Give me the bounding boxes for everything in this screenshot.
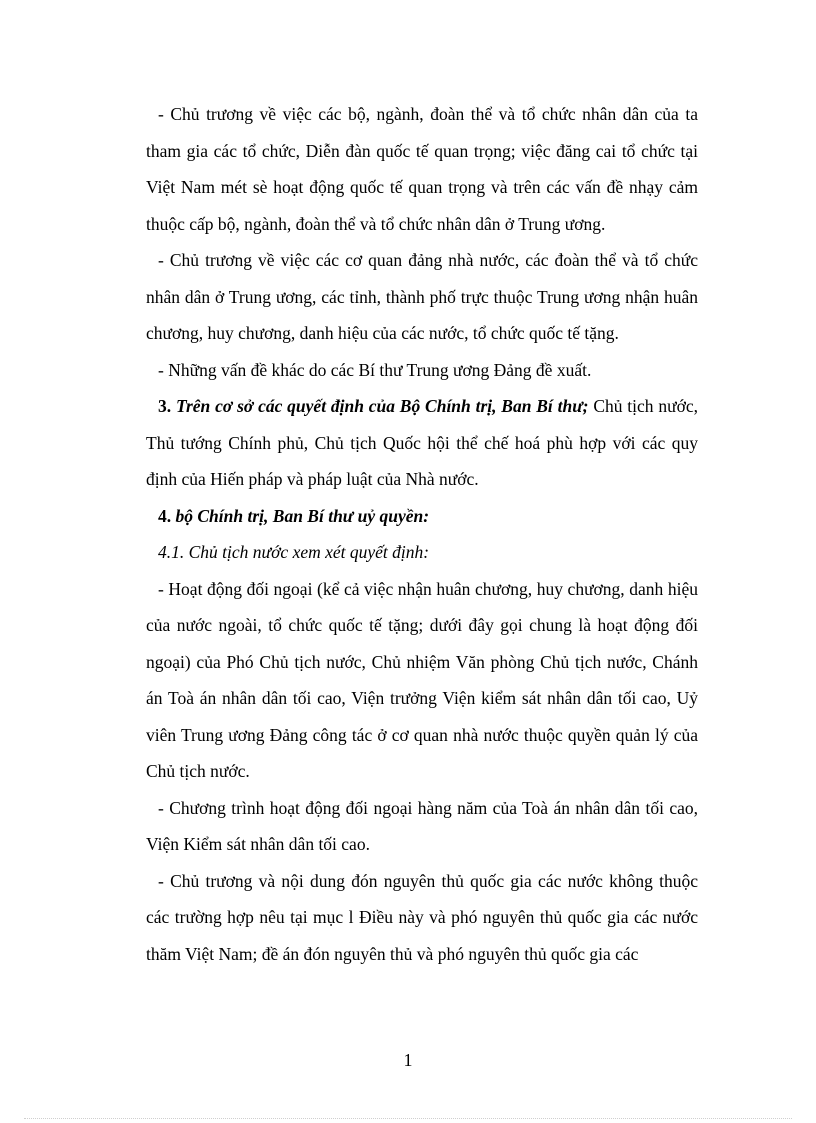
paragraph-7: - Hoạt động đối ngoại (kể cả việc nhận huân chương, huy chương, danh hiệu của nước ngoài, tổ chức quốc tế tặng; dưới đây gọi chung là hoạt động đối ngoại) của Phó Chủ tịch nước, Chủ nhiệm Văn phòng Chủ tịch nước, Chánh án Toà án nhân dân tối cao, Viện trưởng Viện kiểm sát nhân dân tối cao, Uỷ viên Trung ương Đảng công tác ở cơ quan nhà nước thuộc quyền quản lý của Chủ tịch nước.	[146, 578, 698, 781]
page-bottom-divider	[24, 1118, 792, 1119]
section-3-number: 3.	[158, 396, 172, 416]
section-4-heading: bộ Chính trị, Ban Bí thư uỷ quyền:	[175, 505, 430, 526]
paragraph-8: - Chương trình hoạt động đối ngoại hàng năm của Toà án nhân dân tối cao, Viện Kiểm sát nhân dân tối cao.	[146, 797, 698, 854]
section-3-text: Chủ tịch nước, Thủ tướng Chính phủ, Chủ tịch Quốc hội thể chế hoá phù hợp với các quy định của Hiến pháp và pháp luật của Nhà nước.	[146, 396, 698, 489]
page-number: 1	[403, 1050, 413, 1070]
paragraph-1: - Chủ trương về việc các bộ, ngành, đoàn thể và tổ chức nhân dân của ta tham gia các tổ chức, Diễn đàn quốc tế quan trọng; việc đăng cai tổ chức tại Việt Nam mét sè hoạt động quốc tế quan trọng và trên các vấn đề nhạy cảm thuộc cấp bộ, ngành, đoàn thể và tổ chức nhân dân ở Trung ương.	[146, 104, 698, 234]
document-body	[146, 96, 698, 972]
section-4-number: 4.	[158, 505, 172, 526]
paragraph-5	[146, 498, 698, 535]
paragraph-3: - Những vấn đề khác do các Bí thư Trung ương Đảng đề xuất.	[158, 359, 592, 380]
section-3-emphasis: Trên cơ sở các quyết định của Bộ Chính trị, Ban Bí thư;	[175, 396, 589, 416]
paragraph-9: - Chủ trương và nội dung đón nguyên thủ quốc gia các nước không thuộc các trường hợp nêu tại mục l Điều này và phó nguyên thủ quốc gia các nước thăm Việt Nam; đề án đón nguyên thủ và phó nguyên thủ quốc gia các	[146, 870, 698, 964]
subsection-4-1-heading: 4.1. Chủ tịch nước xem xét quyết định:	[158, 542, 430, 562]
paragraph-2: - Chủ trương về việc các cơ quan đảng nhà nước, các đoàn thể và tổ chức nhân dân ở Trung ương, các tỉnh, thành phố trực thuộc Trung ương nhận huân chương, huy chương, danh hiệu của các nước, tổ chức quốc tế tặng.	[146, 250, 698, 343]
paragraph-4	[146, 388, 698, 498]
